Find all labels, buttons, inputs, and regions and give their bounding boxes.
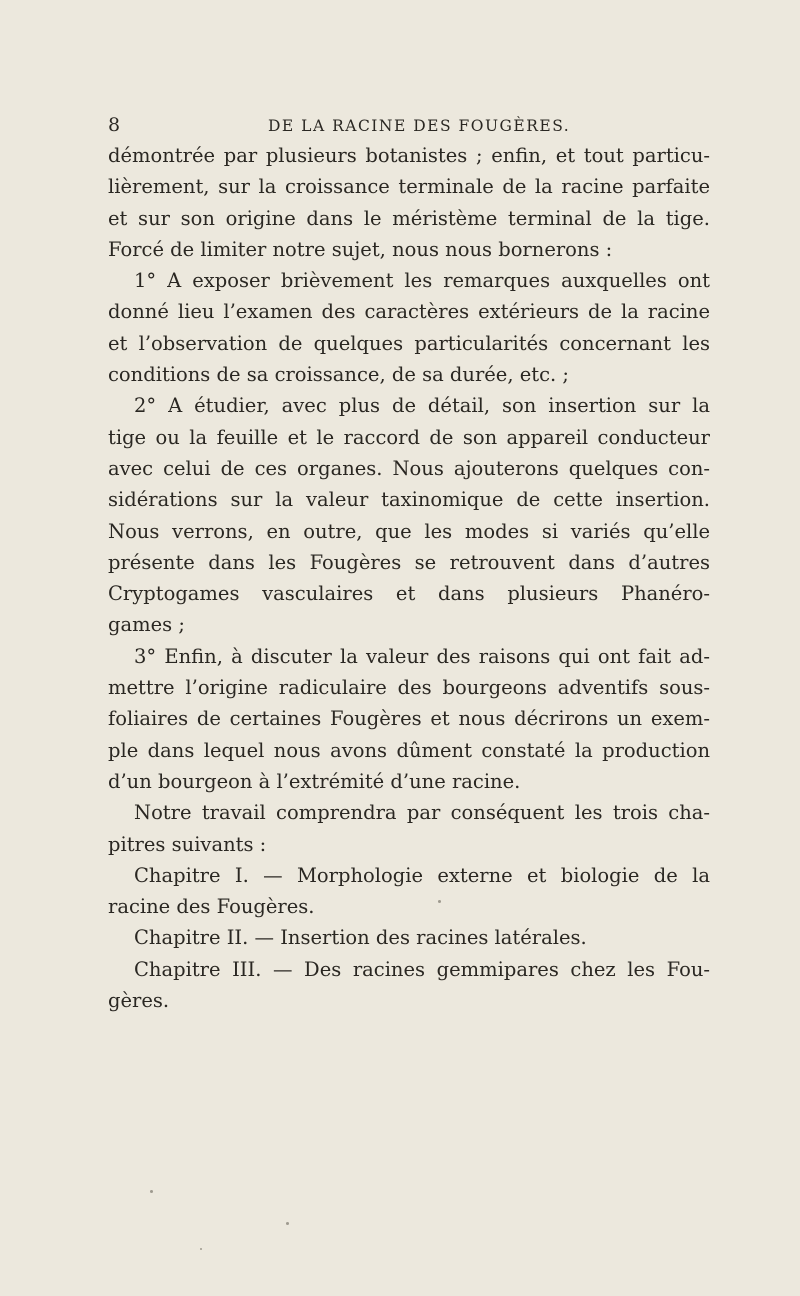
- text-line: ple dans lequel nous avons dûment constaté la production: [108, 738, 710, 762]
- paragraph-intro: [108, 140, 710, 265]
- paragraph-chapter-1: [108, 860, 710, 923]
- text-line: démontrée par plusieurs botanistes ; enfin, et tout particu-: [108, 144, 710, 167]
- text-line: Forcé de limiter notre sujet, nous nous bornerons :: [108, 237, 613, 261]
- text-line: lièrement, sur la croissance terminale de la racine parfaite: [108, 175, 710, 199]
- page-number: 8: [108, 114, 121, 136]
- text-line: présente dans les Fougères se retrouvent dans d’autres: [108, 550, 710, 574]
- page-header: [0, 113, 800, 137]
- text-line: Chapitre II. — Insertion des racines latérales.: [134, 926, 587, 950]
- text-line: d’un bourgeon à l’extrémité d’une racine.: [108, 769, 521, 793]
- text-line: games ;: [108, 613, 185, 637]
- text-line: tige ou la feuille et le raccord de son appareil conducteur: [108, 425, 710, 449]
- text-line: 2° A étudier, avec plus de détail, son insertion sur la: [134, 394, 710, 418]
- paragraph-chapter-2: [108, 922, 710, 953]
- text-line: 3° Enfin, à discuter la valeur des raisons qui ont fait ad-: [134, 644, 710, 668]
- text-line: Notre travail comprendra par conséquent les trois cha-: [134, 801, 710, 825]
- text-line: donné lieu l’examen des caractères extérieurs de la racine: [108, 300, 710, 324]
- paper-speck: [200, 1248, 202, 1250]
- text-line: Chapitre I. — Morphologie externe et biologie de la: [134, 863, 710, 887]
- paragraph-point-1: [108, 265, 710, 390]
- paragraph-chapter-3: [108, 954, 710, 1017]
- text-line: et l’observation de quelques particularités concernant les: [108, 331, 710, 355]
- text-line: sidérations sur la valeur taxinomique de cette insertion.: [108, 488, 710, 512]
- paragraph-point-3: [108, 641, 710, 797]
- page-body: [108, 140, 710, 1016]
- text-line: et sur son origine dans le méristème terminal de la tige.: [108, 206, 710, 230]
- text-line: mettre l’origine radiculaire des bourgeons adventifs sous-: [108, 676, 710, 700]
- text-line: 1° A exposer brièvement les remarques auxquelles ont: [134, 269, 710, 293]
- paper-speck: [286, 1222, 289, 1225]
- paragraph-point-2: [108, 390, 710, 640]
- paper-speck: [150, 1190, 153, 1193]
- text-line: racine des Fougères.: [108, 895, 315, 919]
- text-line: gères.: [108, 989, 170, 1013]
- text-line: pitres suivants :: [108, 832, 267, 856]
- paper-speck: [438, 900, 441, 903]
- paragraph-chapters-intro: [108, 797, 710, 860]
- running-title: DE LA RACINE DES FOUGÈRES.: [268, 117, 571, 135]
- text-line: Cryptogames vasculaires et dans plusieurs Phanéro-: [108, 582, 710, 606]
- text-line: Chapitre III. — Des racines gemmipares chez les Fou-: [134, 957, 710, 981]
- text-line: Nous verrons, en outre, que les modes si variés qu’elle: [108, 519, 710, 543]
- text-line: conditions de sa croissance, de sa durée, etc. ;: [108, 363, 570, 387]
- text-line: foliaires de certaines Fougères et nous décrirons un exem-: [108, 707, 710, 731]
- text-line: avec celui de ces organes. Nous ajouterons quelques con-: [108, 456, 710, 480]
